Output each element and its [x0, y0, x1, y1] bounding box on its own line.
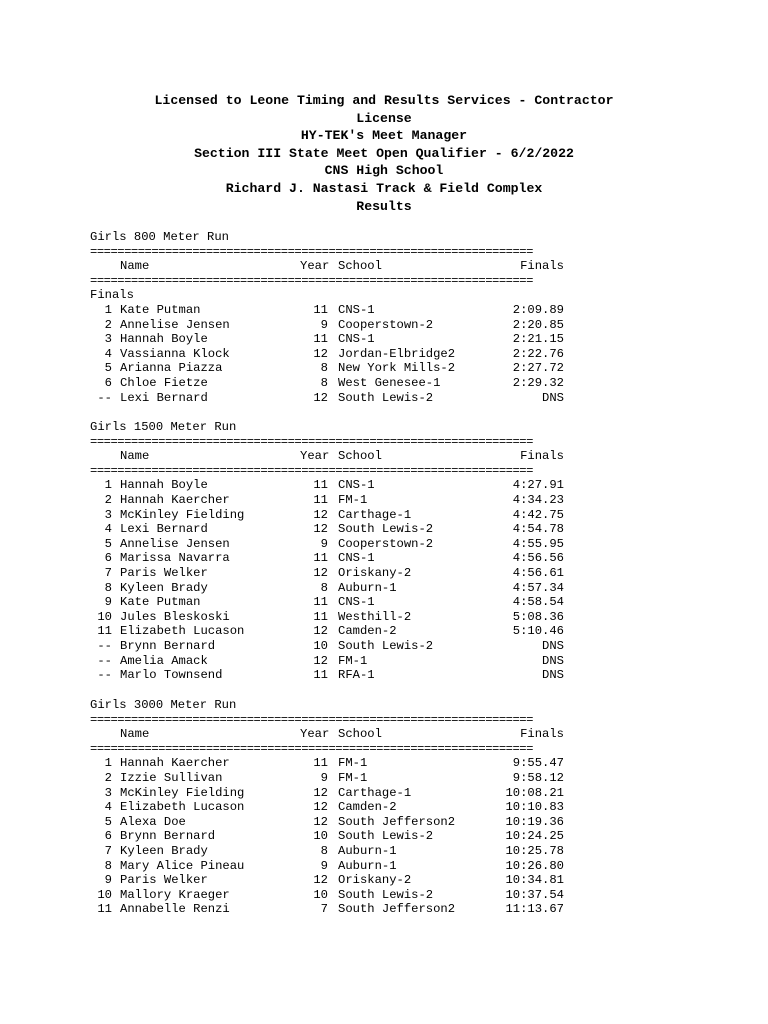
place-cell: -- — [97, 668, 112, 683]
athlete-name-cell: Lexi Bernard — [120, 390, 208, 405]
section-label: Finals — [90, 288, 134, 303]
school-cell: West Genesee-1 — [338, 375, 441, 390]
year-cell: 7 — [320, 902, 328, 917]
athlete-name-cell: McKinley Fielding — [120, 507, 245, 522]
result-row — [90, 376, 590, 391]
year-cell: 9 — [320, 317, 328, 332]
column-header-year: Year — [300, 449, 330, 464]
result-row — [90, 551, 590, 566]
place-cell: -- — [97, 390, 112, 405]
finals-mark-cell: 9:58.12 — [512, 770, 564, 785]
school-cell: New York Mills-2 — [338, 361, 456, 376]
athlete-name-cell: Elizabeth Lucason — [120, 624, 245, 639]
year-cell: 11 — [313, 332, 328, 347]
column-header-row — [90, 727, 590, 742]
result-row — [90, 800, 590, 815]
event-girls-3000 — [90, 698, 590, 917]
software-name: HY-TEK's Meet Manager — [300, 128, 468, 144]
place-cell: 7 — [104, 565, 112, 580]
year-cell: 12 — [313, 390, 328, 405]
finals-mark-cell: 4:34.23 — [512, 492, 564, 507]
finals-mark-cell: DNS — [542, 638, 564, 653]
year-cell: 10 — [313, 829, 328, 844]
finals-mark-cell: DNS — [542, 390, 564, 405]
result-row — [90, 654, 590, 669]
rule-line: ================================================================= — [90, 741, 533, 756]
result-row — [90, 581, 590, 596]
athlete-name-cell: Kyleen Brady — [120, 843, 208, 858]
school-cell: FM-1 — [338, 756, 368, 771]
column-header-finals: Finals — [520, 449, 564, 464]
school-cell: Camden-2 — [338, 624, 397, 639]
school-cell: Westhill-2 — [338, 609, 412, 624]
finals-mark-cell: DNS — [542, 668, 564, 683]
rule-line: ================================================================= — [90, 273, 533, 288]
finals-mark-cell: 2:27.72 — [512, 361, 564, 376]
result-row — [90, 508, 590, 523]
year-cell: 8 — [320, 375, 328, 390]
result-row — [90, 493, 590, 508]
place-cell: 10 — [97, 887, 112, 902]
column-header-row — [90, 449, 590, 464]
finals-mark-cell: 2:21.15 — [512, 332, 564, 347]
year-cell: 11 — [313, 595, 328, 610]
place-cell: 4 — [104, 800, 112, 815]
school-cell: Camden-2 — [338, 800, 397, 815]
year-cell: 11 — [313, 756, 328, 771]
result-row — [90, 595, 590, 610]
finals-mark-cell: 4:57.34 — [512, 580, 564, 595]
finals-mark-cell: 4:27.91 — [512, 478, 564, 493]
license-line: Licensed to Leone Timing and Results Services - Contractor — [154, 93, 614, 108]
result-row — [90, 347, 590, 362]
place-cell: 2 — [104, 492, 112, 507]
result-row — [90, 829, 590, 844]
column-header-year: Year — [300, 259, 330, 274]
athlete-name-cell: Jules Bleskoski — [120, 609, 230, 624]
place-cell: 3 — [104, 785, 112, 800]
school-cell: Oriskany-2 — [338, 565, 412, 580]
athlete-name-cell: Izzie Sullivan — [120, 770, 223, 785]
place-cell: 9 — [104, 595, 112, 610]
result-row — [90, 610, 590, 625]
column-header-name: Name — [120, 449, 150, 464]
school-cell: CNS-1 — [338, 551, 375, 566]
finals-mark-cell: 10:26.80 — [505, 858, 564, 873]
result-row — [90, 303, 590, 318]
year-cell: 12 — [313, 565, 328, 580]
school-cell: South Jefferson2 — [338, 814, 456, 829]
athlete-name-cell: Mallory Kraeger — [120, 887, 230, 902]
result-row — [90, 566, 590, 581]
year-cell: 12 — [313, 507, 328, 522]
finals-mark-cell: 5:08.36 — [512, 609, 564, 624]
school-cell: Oriskany-2 — [338, 873, 412, 888]
school-cell: South Lewis-2 — [338, 638, 434, 653]
result-row — [90, 786, 590, 801]
athlete-name-cell: Elizabeth Lucason — [120, 800, 245, 815]
result-row — [90, 639, 590, 654]
school-cell: Auburn-1 — [338, 580, 397, 595]
place-cell: 10 — [97, 609, 112, 624]
athlete-name-cell: Kyleen Brady — [120, 580, 208, 595]
athlete-name-cell: Vassianna Klock — [120, 346, 230, 361]
school-cell: South Lewis-2 — [338, 522, 434, 537]
school-cell: Jordan-Elbridge2 — [338, 346, 456, 361]
finals-mark-cell: 2:09.89 — [512, 302, 564, 317]
year-cell: 12 — [313, 624, 328, 639]
result-row — [90, 902, 590, 917]
place-cell: 11 — [97, 624, 112, 639]
place-cell: 5 — [104, 814, 112, 829]
year-cell: 11 — [313, 478, 328, 493]
result-row — [90, 624, 590, 639]
column-header-school: School — [338, 727, 382, 742]
athlete-name-cell: Hannah Kaercher — [120, 492, 230, 507]
athlete-name-cell: Kate Putman — [120, 595, 201, 610]
place-cell: 4 — [104, 346, 112, 361]
event-title: Girls 1500 Meter Run — [90, 420, 237, 434]
athlete-name-cell: Brynn Bernard — [120, 829, 216, 844]
finals-mark-cell: 2:20.85 — [512, 317, 564, 332]
place-cell: 8 — [104, 580, 112, 595]
year-cell: 12 — [313, 346, 328, 361]
place-cell: 4 — [104, 522, 112, 537]
school-cell: Auburn-1 — [338, 858, 397, 873]
school-cell: Carthage-1 — [338, 785, 412, 800]
athlete-name-cell: Brynn Bernard — [120, 638, 216, 653]
athlete-name-cell: Chloe Fietze — [120, 375, 208, 390]
athlete-name-cell: Annabelle Renzi — [120, 902, 230, 917]
finals-mark-cell: 4:54.78 — [512, 522, 564, 537]
result-row — [90, 391, 590, 406]
finals-mark-cell: 4:58.54 — [512, 595, 564, 610]
year-cell: 12 — [313, 522, 328, 537]
result-row — [90, 844, 590, 859]
result-row — [90, 873, 590, 888]
results-heading: Results — [356, 198, 412, 214]
athlete-name-cell: McKinley Fielding — [120, 785, 245, 800]
finals-mark-cell: 10:24.25 — [505, 829, 564, 844]
place-cell: 8 — [104, 858, 112, 873]
result-row — [90, 537, 590, 552]
event-title: Girls 800 Meter Run — [90, 230, 229, 244]
athlete-name-cell: Paris Welker — [120, 873, 208, 888]
column-header-finals: Finals — [520, 259, 564, 274]
event-girls-800 — [90, 230, 590, 405]
school-cell: Auburn-1 — [338, 843, 397, 858]
school-cell: CNS-1 — [338, 332, 375, 347]
athlete-name-cell: Marlo Townsend — [120, 668, 223, 683]
place-cell: -- — [97, 653, 112, 668]
athlete-name-cell: Hannah Boyle — [120, 478, 208, 493]
place-cell: 1 — [104, 756, 112, 771]
meet-title: Section III State Meet Open Qualifier - 6/2/2022 — [194, 145, 574, 161]
place-cell: 11 — [97, 902, 112, 917]
rule-line: ================================================================= — [90, 244, 533, 259]
athlete-name-cell: Lexi Bernard — [120, 522, 208, 537]
finals-mark-cell: 10:19.36 — [505, 814, 564, 829]
place-cell: 3 — [104, 332, 112, 347]
result-row — [90, 478, 590, 493]
result-row — [90, 668, 590, 683]
place-cell: 1 — [104, 302, 112, 317]
year-cell: 8 — [320, 843, 328, 858]
rule-line: ================================================================= — [90, 434, 533, 449]
athlete-name-cell: Alexa Doe — [120, 814, 186, 829]
year-cell: 12 — [313, 785, 328, 800]
athlete-name-cell: Hannah Boyle — [120, 332, 208, 347]
result-row — [90, 859, 590, 874]
finals-mark-cell: 4:42.75 — [512, 507, 564, 522]
place-cell: 9 — [104, 873, 112, 888]
place-cell: 6 — [104, 375, 112, 390]
host-school: CNS High School — [324, 163, 444, 179]
finals-mark-cell: 9:55.47 — [512, 756, 564, 771]
athlete-name-cell: Annelise Jensen — [120, 536, 230, 551]
meet-header — [0, 92, 768, 215]
athlete-name-cell: Amelia Amack — [120, 653, 208, 668]
place-cell: 1 — [104, 478, 112, 493]
finals-mark-cell: 10:37.54 — [505, 887, 564, 902]
year-cell: 10 — [313, 638, 328, 653]
result-row — [90, 756, 590, 771]
school-cell: CNS-1 — [338, 595, 375, 610]
year-cell: 8 — [320, 361, 328, 376]
place-cell: 6 — [104, 551, 112, 566]
school-cell: South Jefferson2 — [338, 902, 456, 917]
year-cell: 11 — [313, 492, 328, 507]
year-cell: 11 — [313, 668, 328, 683]
column-header-school: School — [338, 449, 382, 464]
school-cell: FM-1 — [338, 492, 368, 507]
school-cell: CNS-1 — [338, 302, 375, 317]
year-cell: 8 — [320, 580, 328, 595]
school-cell: Cooperstown-2 — [338, 317, 434, 332]
year-cell: 11 — [313, 551, 328, 566]
finals-mark-cell: 2:29.32 — [512, 375, 564, 390]
column-header-row — [90, 259, 590, 274]
event-girls-1500 — [90, 420, 590, 683]
finals-mark-cell: 10:10.83 — [505, 800, 564, 815]
venue-name: Richard J. Nastasi Track & Field Complex — [225, 180, 543, 196]
year-cell: 9 — [320, 858, 328, 873]
year-cell: 9 — [320, 536, 328, 551]
license-line-continued: License — [356, 110, 412, 126]
finals-mark-cell: DNS — [542, 653, 564, 668]
rule-line: ================================================================= — [90, 463, 533, 478]
year-cell: 10 — [313, 887, 328, 902]
school-cell: FM-1 — [338, 653, 368, 668]
athlete-name-cell: Marissa Navarra — [120, 551, 230, 566]
rule-line: ================================================================= — [90, 712, 533, 727]
place-cell: 5 — [104, 536, 112, 551]
school-cell: South Lewis-2 — [338, 887, 434, 902]
athlete-name-cell: Hannah Kaercher — [120, 756, 230, 771]
place-cell: -- — [97, 638, 112, 653]
result-row — [90, 815, 590, 830]
year-cell: 9 — [320, 770, 328, 785]
result-row — [90, 771, 590, 786]
result-row — [90, 361, 590, 376]
athlete-name-cell: Arianna Piazza — [120, 361, 223, 376]
finals-mark-cell: 10:34.81 — [505, 873, 564, 888]
school-cell: Carthage-1 — [338, 507, 412, 522]
year-cell: 12 — [313, 653, 328, 668]
column-header-finals: Finals — [520, 727, 564, 742]
finals-mark-cell: 5:10.46 — [512, 624, 564, 639]
result-row — [90, 332, 590, 347]
year-cell: 12 — [313, 800, 328, 815]
place-cell: 2 — [104, 770, 112, 785]
column-header-year: Year — [300, 727, 330, 742]
finals-mark-cell: 2:22.76 — [512, 346, 564, 361]
school-cell: South Lewis-2 — [338, 390, 434, 405]
finals-mark-cell: 4:56.61 — [512, 565, 564, 580]
place-cell: 7 — [104, 843, 112, 858]
school-cell: CNS-1 — [338, 478, 375, 493]
place-cell: 6 — [104, 829, 112, 844]
school-cell: RFA-1 — [338, 668, 375, 683]
result-row — [90, 888, 590, 903]
year-cell: 12 — [313, 814, 328, 829]
place-cell: 5 — [104, 361, 112, 376]
place-cell: 3 — [104, 507, 112, 522]
school-cell: South Lewis-2 — [338, 829, 434, 844]
finals-mark-cell: 4:56.56 — [512, 551, 564, 566]
school-cell: Cooperstown-2 — [338, 536, 434, 551]
column-header-school: School — [338, 259, 382, 274]
column-header-name: Name — [120, 727, 150, 742]
athlete-name-cell: Paris Welker — [120, 565, 208, 580]
result-row — [90, 318, 590, 333]
year-cell: 12 — [313, 873, 328, 888]
finals-mark-cell: 10:08.21 — [505, 785, 564, 800]
year-cell: 11 — [313, 609, 328, 624]
finals-mark-cell: 4:55.95 — [512, 536, 564, 551]
athlete-name-cell: Mary Alice Pineau — [120, 858, 245, 873]
school-cell: FM-1 — [338, 770, 368, 785]
column-header-name: Name — [120, 259, 150, 274]
place-cell: 2 — [104, 317, 112, 332]
athlete-name-cell: Annelise Jensen — [120, 317, 230, 332]
result-row — [90, 522, 590, 537]
athlete-name-cell: Kate Putman — [120, 302, 201, 317]
year-cell: 11 — [313, 302, 328, 317]
finals-mark-cell: 11:13.67 — [505, 902, 564, 917]
finals-mark-cell: 10:25.78 — [505, 843, 564, 858]
event-title: Girls 3000 Meter Run — [90, 698, 237, 712]
